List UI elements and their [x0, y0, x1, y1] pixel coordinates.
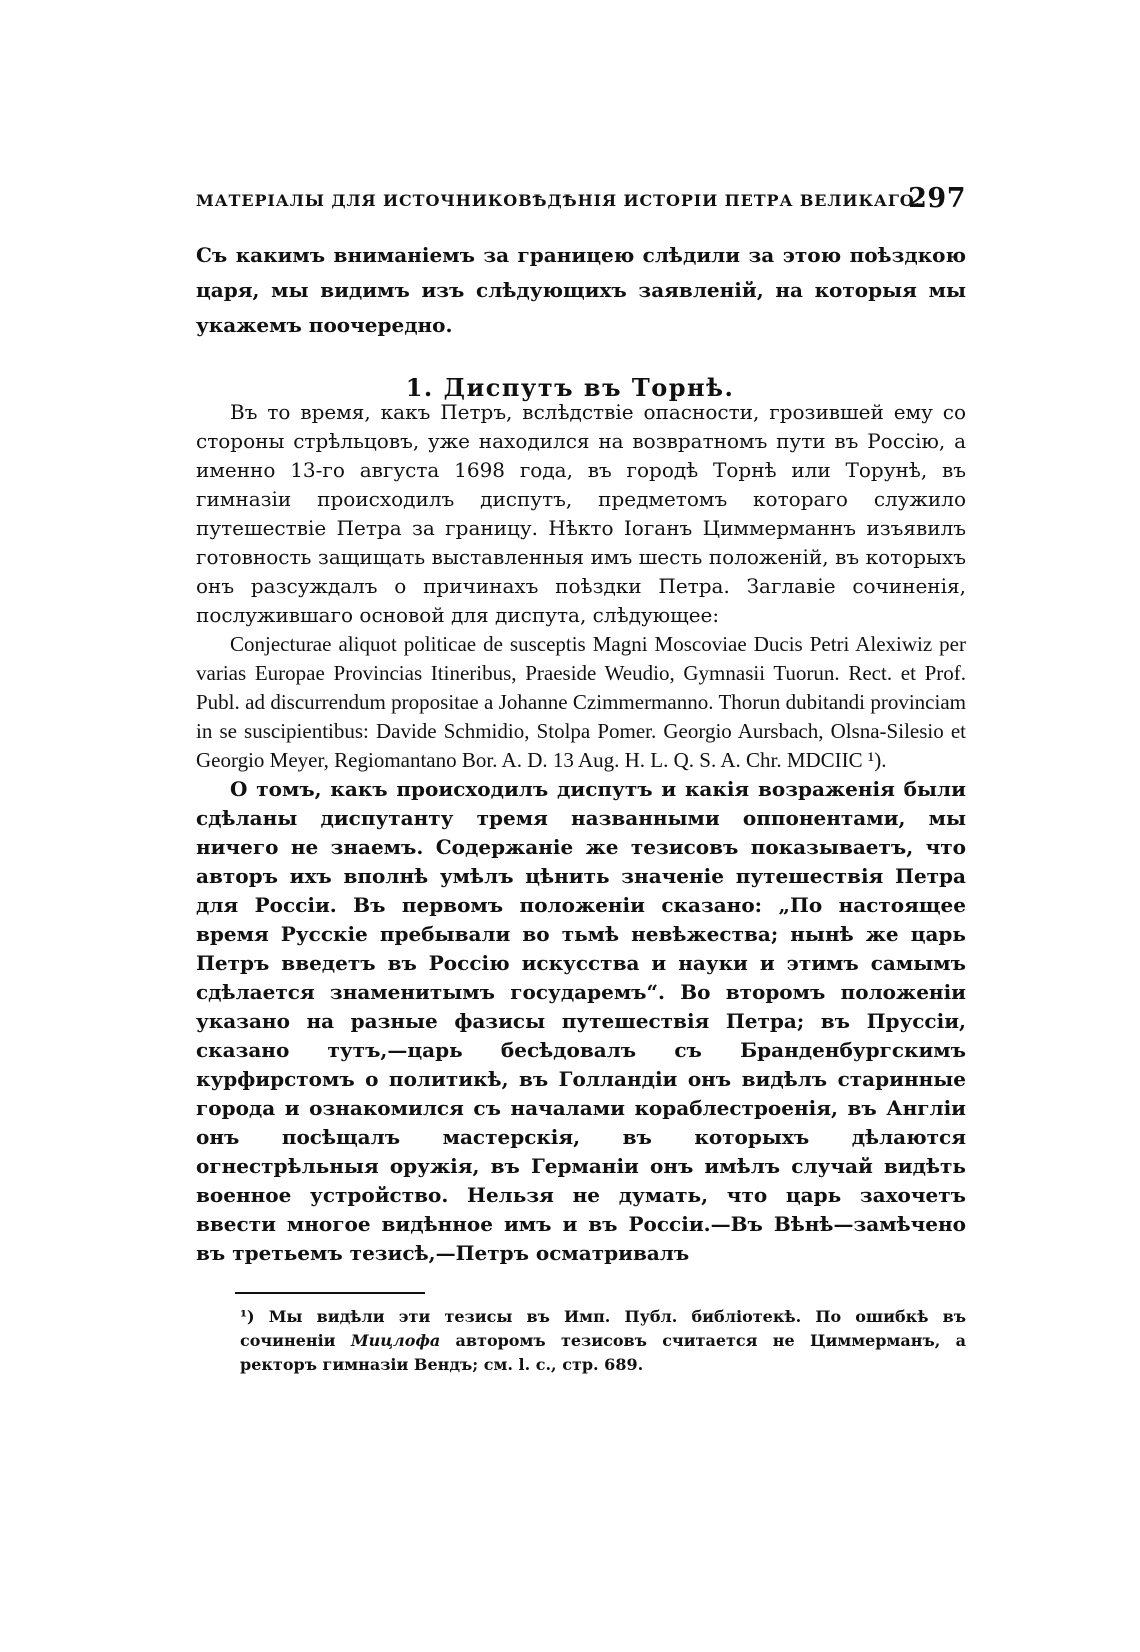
paragraph-1: Въ то время, какъ Петръ, вслѣдствіе опасности, грозившей ему со стороны стрѣльцовъ, уже находился на возвратномъ пути въ Россію, а именно 13-го августа 1698 года, въ городѣ Торнѣ или Торунѣ, въ гимназіи происходилъ диспутъ, предметомъ котораго служило путешествіе Петра за границу. Нѣкто Іоганъ Циммерманнъ изъявилъ готовность защищать выставленныя имъ шесть положеній, въ которыхъ онъ разсуждалъ о причинахъ поѣздки Петра. Заглавіе сочиненія, послужившаго основой для диспута, слѣдующее: [196, 400, 966, 627]
latin-title: Conjecturae aliquot politicae de susceptis Magni Moscoviae Ducis Petri Alexiwiz per varias Europae Provincias Itineribus, Praeside Weudio, Gymnasii Tuorun. Rect. et Prof. Publ. ad discurrendum propositae a Johanne Czimmermanno. Thorun dubitandi provinciam in se suscipientibus: Davide Schmidio, Stolpa Pomer. Georgio Aursbach, Olsna-Silesio et Georgio Meyer, Regiomantano Bor. A. D. 13 Aug. H. L. Q. S. A. Chr. MDCIIC ¹). [196, 632, 966, 772]
footnote-marker: ¹) [240, 1307, 255, 1326]
introductory-paragraph: Съ какимъ вниманіемъ за границею слѣдили за этою поѣздкою царя, мы видимъ изъ слѣдующихъ заявленій, на которыя мы укажемъ поочередно. [196, 243, 966, 337]
running-header [196, 183, 966, 219]
paragraph-2: О томъ, какъ происходилъ диспутъ и какія возраженія были сдѣланы диспутанту тремя названными оппонентами, мы ничего не знаемъ. Содержаніе же тезисовъ показываетъ, что авторъ ихъ вполнѣ умѣлъ цѣнить значеніе путешествія Петра для Россіи. Въ первомъ положеніи сказано: „По настоящее время Русскіе пребывали во тьмѣ невѣжества; нынѣ же царь Петръ введетъ въ Россію искусства и науки и этимъ самымъ сдѣлается знаменитымъ государемъ“. Во второмъ положеніи указано на разные фазисы путешествія Петра; въ Пруссіи, сказано тутъ,—царь бесѣдовалъ съ Бранденбургскимъ курфирстомъ о политикѣ, въ Голландіи онъ видѣлъ старинные города и ознакомился съ началами кораблестроенія, въ Англіи онъ посѣщалъ мастерскія, въ которыхъ дѣлаются огнестрѣльныя оружія, въ Германіи онъ имѣлъ случай видѣть военное устройство. Нельзя не думать, что царь захочетъ ввести многое видѣнное имъ и въ Россіи.—Въ Вѣнѣ—замѣчено въ третьемъ тезисѣ,—Петръ осматривалъ [196, 777, 966, 1265]
section-heading: 1. Диспутъ въ Торнѣ. [405, 372, 735, 402]
footnote-author-name: Мицлофа [350, 1331, 441, 1350]
footnote [240, 1305, 966, 1377]
page-number: 297 [908, 183, 966, 214]
main-text [196, 398, 966, 1268]
footnote-text-before: Мы видѣли эти тезисы въ Имп. Публ. библіотекѣ. По ошибкѣ въ сочиненіи [240, 1307, 966, 1350]
running-title: МАТЕРІАЛЫ ДЛЯ ИСТОЧНИКОВѢДѢНІЯ ИСТОРІИ ПЕТРА ВЕЛИКАГО. [196, 191, 922, 210]
footnote-text-after: авторомъ тезисовъ считается не Циммерманъ, а ректоръ гимназіи Вендъ; см. l. c., стр. 689. [240, 1331, 966, 1374]
footnote-divider [235, 1292, 425, 1294]
